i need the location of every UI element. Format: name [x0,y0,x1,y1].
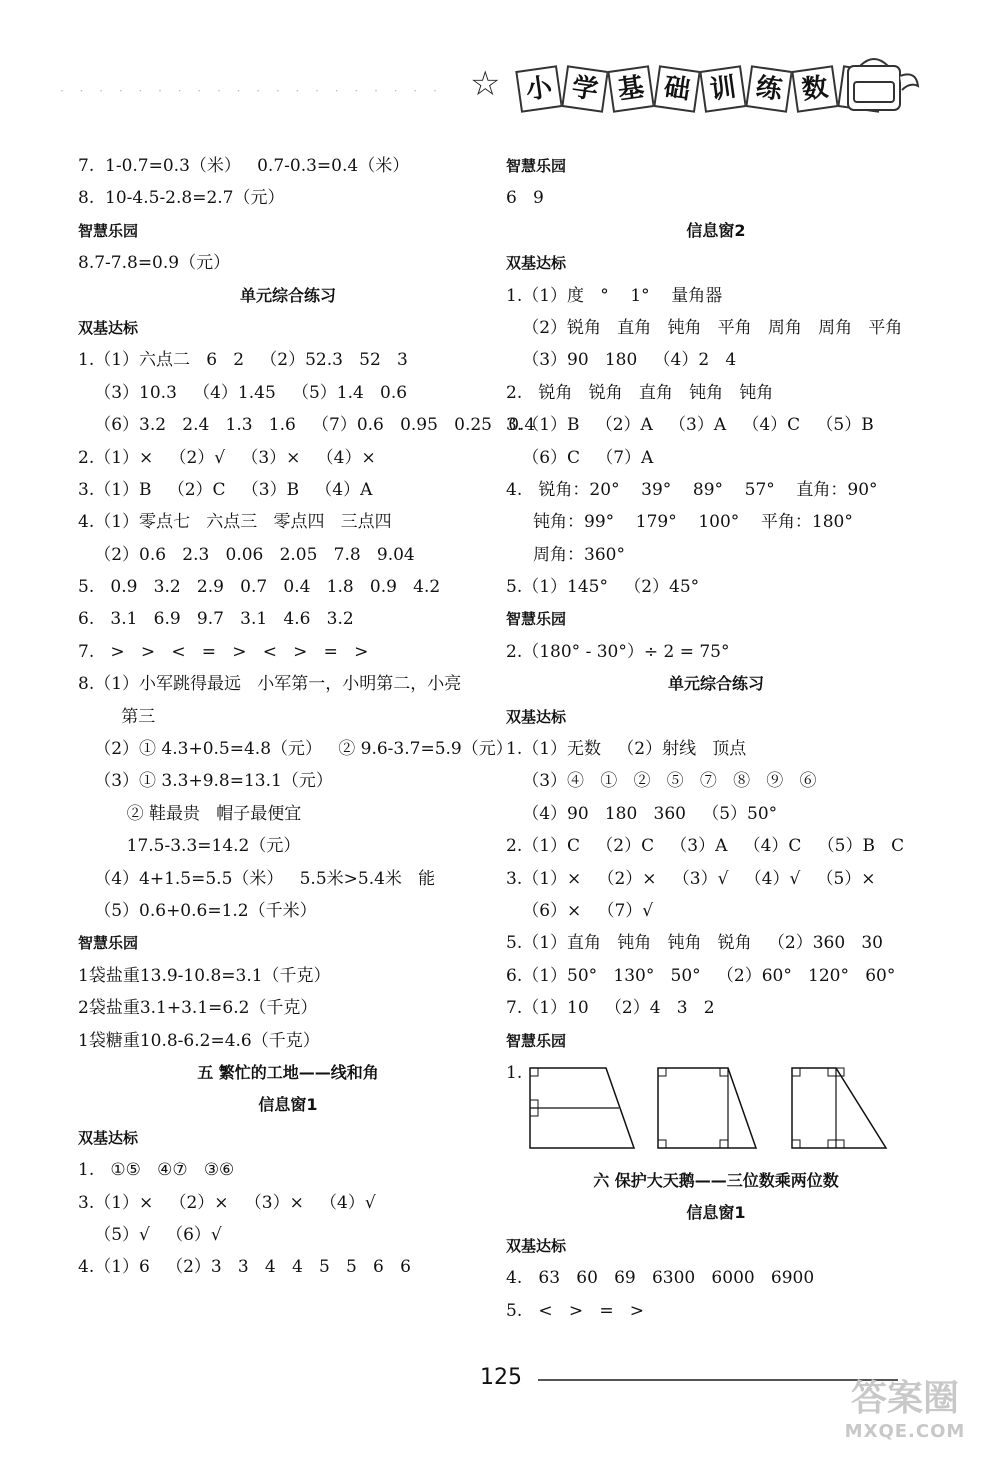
figure-2 [658,1068,756,1148]
subsection-heading: 智慧乐园 [506,1031,567,1050]
book-title [518,68,882,110]
answer-line: 1. ①⑤ ④⑦ ③⑥ [78,1160,235,1181]
title-char: 训 [699,65,746,112]
watermark-text: 答案圈 [850,1378,959,1419]
answer-line: 5.（1）145° （2）45° [506,577,700,598]
answer-line: 7.（1）10 （2）4 3 2 [506,998,715,1019]
answer-line: 6.（1）50° 130° 50° （2）60° 120° 60° [506,965,896,986]
answer-line: 3.（1）B （2）C （3）B （4）A [78,479,373,500]
answer-line: （6）× （7）√ [506,900,654,921]
answer-line: 3.（1）× （2）× （3）√ （4）√ （5）× [506,868,876,889]
section-title: 信息窗1 [258,1095,318,1115]
answer-line: 2.（180° - 30°）÷ 2 = 75° [506,641,730,662]
decorative-dots: · · · · · · · · · · · · · · · · · · · · [60,84,443,98]
answer-line: 5. 0.9 3.2 2.9 0.7 0.4 1.8 0.9 4.2 [78,577,441,598]
answer-line: 6. 3.1 6.9 9.7 3.1 4.6 3.2 [78,609,354,630]
answer-line: （2）锐角 直角 钝角 平角 周角 周角 平角 [506,317,903,338]
answer-line: 2.（1）C （2）C （3）A （4）C （5）B C [506,836,905,857]
answer-line: 2袋盐重3.1+3.1=6.2（千克） [78,998,318,1019]
answer-line: ② 鞋最贵 帽子最便宜 [78,803,302,824]
answer-line: （5）0.6+0.6=1.2（千米） [78,900,317,921]
answer-line: 2. 锐角 锐角 直角 钝角 钝角 [506,382,774,403]
section-title: 六 保护大天鹅——三位数乘两位数 [593,1171,839,1190]
answer-line: 1.（1）六点二 6 2 （2）52.3 52 3 [78,350,408,371]
answer-line: 1.（1）无数 （2）射线 顶点 [506,739,747,760]
answer-line: 6 9 [506,188,544,209]
answer-line: 钝角：99° 179° 100° 平角：180° [506,512,853,533]
answer-line: （5）√ （6）√ [78,1224,222,1245]
section-title: 单元综合练习 [239,285,336,305]
title-char: 数 [791,65,838,112]
answer-line: 周角：360° [506,544,625,565]
subsection-heading: 智慧乐园 [506,610,567,629]
answer-line: 4. 63 60 69 6300 6000 6900 [506,1268,815,1289]
answer-line: （3）10.3 （4）1.45 （5）1.4 0.6 [78,382,408,403]
answer-line: 2.（1）× （2）√ （3）× （4）× [78,447,376,468]
left-column [78,150,536,1284]
answer-line: 1袋盐重13.9-10.8=3.1（千克） [78,965,331,986]
watermark-logo [820,1370,990,1455]
subsection-heading: 双基达标 [506,254,567,273]
answer-line: 8. 10-4.5-2.8=2.7（元） [78,188,285,209]
answer-line: 4.（1）零点七 六点三 零点四 三点四 [78,512,392,533]
header-banner [470,52,900,132]
section-title: 信息窗2 [686,220,746,240]
title-char: 基 [607,65,654,112]
answer-line: 1.（1）度 ° 1° 量角器 [506,285,723,306]
section-title: 信息窗1 [686,1203,746,1223]
answer-line: 第三 [78,706,156,727]
star-icon: ☆ [470,64,501,104]
answer-line: （3）① 3.3+9.8=13.1（元） [78,771,333,792]
subsection-heading: 智慧乐园 [78,934,139,953]
answer-line: 17.5-3.3=14.2（元） [78,836,301,857]
answer-line: （4）90 180 360 （5）50° [506,803,778,824]
section-title: 单元综合练习 [667,674,764,694]
answer-line: 8.（1）小军跳得最远 小军第一，小明第二，小亮 [78,674,462,695]
answer-line: 5. < > = > [506,1300,645,1321]
watermark-url: MXQE.COM [844,1421,966,1442]
subsection-heading: 双基达标 [506,707,567,726]
figure-1 [530,1068,634,1148]
schoolbag-icon [840,52,920,122]
answer-line: 5.（1）直角 钝角 钝角 锐角 （2）360 30 [506,933,883,954]
answer-line: 7. 1-0.7=0.3（米） 0.7-0.3=0.4（米） [78,156,410,176]
answer-line: （3）④ ① ② ⑤ ⑦ ⑧ ⑨ ⑥ [506,771,817,792]
answer-line: 4. 锐角：20° 39° 89° 57° 直角：90° [506,479,878,500]
subsection-heading: 智慧乐园 [506,157,567,175]
right-column [506,150,926,1089]
title-char: 学 [561,65,608,112]
answer-line: （3）90 180 （4）2 4 [506,350,737,371]
answer-line: （6）3.2 2.4 1.3 1.6 （7）0.6 0.95 0.25 0.4 [78,415,536,436]
answer-line: （2）① 4.3+0.5=4.8（元） ② 9.6-3.7=5.9（元） [78,739,513,760]
answer-line: 3.（1）× （2）× （3）× （4）√ [78,1192,376,1213]
subsection-heading: 双基达标 [78,1128,139,1147]
answer-line: 4.（1）6 （2）3 3 4 4 5 5 6 6 [78,1257,411,1278]
title-char: 小 [515,65,562,112]
subsection-heading: 智慧乐园 [78,221,139,240]
title-char: 础 [653,65,700,112]
answer-line: （2）0.6 2.3 0.06 2.05 7.8 9.04 [78,544,415,565]
answer-line: （6）C （7）A [506,447,654,468]
section-title: 五 繁忙的工地——线和角 [197,1062,379,1082]
trapezoid-figures [506,1060,926,1160]
title-char: 练 [745,65,792,112]
answer-line: （4）4+1.5=5.5（米） 5.5米>5.4米 能 [78,868,436,889]
answer-line: 1袋糖重10.8-6.2=4.6（千克） [78,1030,320,1051]
figure-3 [792,1068,886,1148]
right-bottom-section [506,1165,926,1327]
subsection-heading: 双基达标 [78,318,139,337]
answer-line: 7. > > < = > < > = > [78,641,369,662]
subsection-heading: 双基达标 [506,1236,567,1255]
answer-line: 8.7-7.8=0.9（元） [78,253,231,274]
page-number: 125 [480,1365,522,1390]
answer-line: 1. [506,1062,523,1083]
answer-line: 3.（1）B （2）A （3）A （4）C （5）B [506,415,874,436]
